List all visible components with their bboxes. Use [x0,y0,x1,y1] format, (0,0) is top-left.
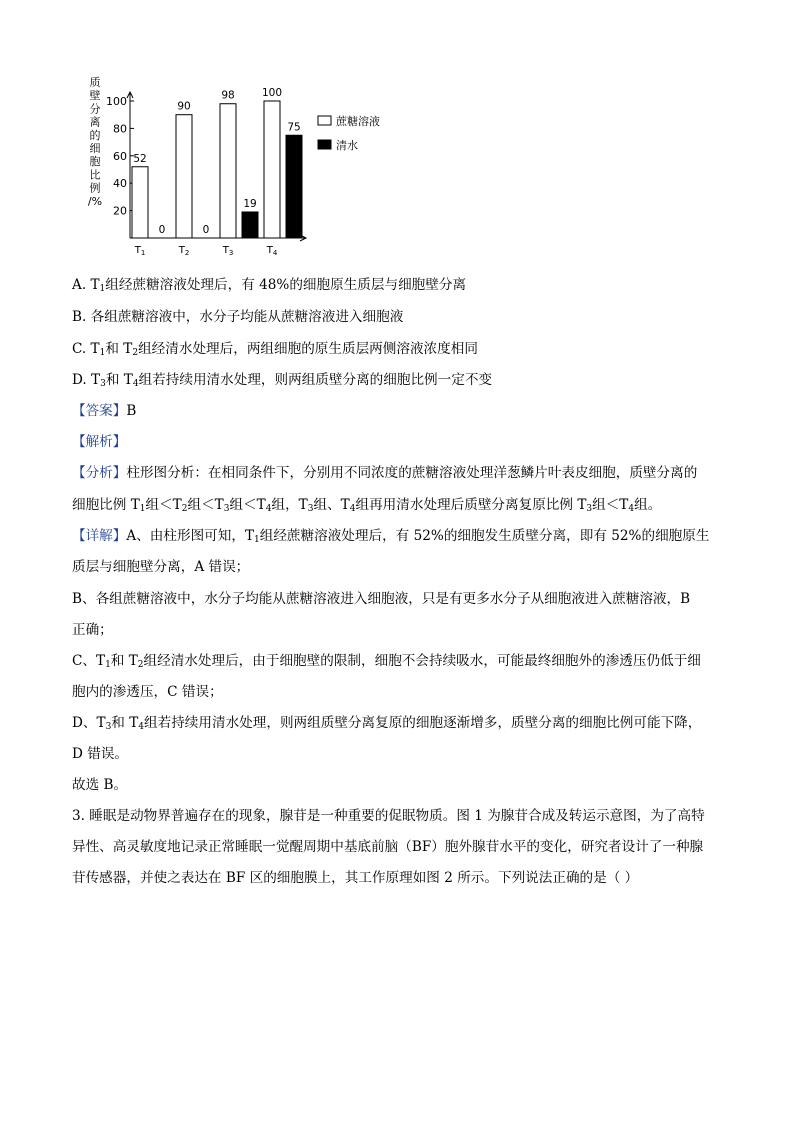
t: 和 T [110,653,138,669]
bar-value-label: 0 [158,224,166,236]
t: D、T [72,715,106,731]
sub: 1 [139,504,146,514]
t: B、各组蔗糖溶液中，水分子均能从蔗糖溶液进入细胞液，只是有更多水分子从细胞液进入蔗糖溶液，B [72,591,691,607]
sub: 4 [132,379,139,389]
bar [176,115,192,238]
bar-value-label: 90 [177,100,191,113]
y-label-char: 离 [89,115,101,129]
y-label-char: /% [87,194,103,208]
sub: 3 [105,722,112,732]
sub: 1 [105,660,111,670]
sub: 4 [265,504,272,514]
x-tick-label: $T_2$ [178,245,190,257]
analysis-line-1 [72,464,732,482]
bars [132,87,302,238]
bar [264,101,280,238]
question-3-line-2 [72,838,732,856]
question-3-line-1 [72,807,732,825]
jiexi-heading [72,433,732,451]
jiexi-label: 【解析】 [72,434,127,450]
legend-swatch [318,116,331,125]
t: D. T [72,372,101,388]
y-label-char: 比 [89,168,101,182]
legend-label: 蔗糖溶液 [336,115,380,128]
y-label-char: 的 [89,128,101,142]
option-a [72,276,732,294]
detail-label: 【详解】 [72,528,127,544]
t: 异性、高灵敏度地记录正常睡眠一觉醒周期中基底前脑（BF）胞外腺苷水平的变化，研究者设计了一种腺 [72,839,704,855]
t: 正确； [72,622,113,638]
y-tick-label: 60 [113,149,127,163]
t: 组＜T [229,497,266,513]
bar [132,167,148,238]
t: 组经蔗糖溶液处理后，有 52%的细胞发生质壁分离，即有 52%的细胞原生 [259,528,710,544]
sub: 3 [100,379,106,389]
t: 胞内的渗透压，C 错误； [72,684,223,700]
x-tick-label: $T_3$ [222,245,234,257]
analysis-label: 【分析】 [72,465,127,481]
y-label-char: 细 [89,142,101,155]
sub: 4 [349,504,356,514]
t: 组，T [271,497,308,513]
bar [286,135,302,238]
bar [242,212,258,238]
legend-label: 清水 [336,139,358,152]
t: 和 T [105,341,133,357]
chart-legend [318,114,380,152]
bar-value-label: 0 [202,224,210,236]
t: 和 T [111,715,139,731]
t: 组经清水处理后，由于细胞壁的限制，细胞不会持续吸水，可能最终细胞外的渗透压仍低于细 [143,653,701,669]
bar [220,104,236,238]
sub: 2 [181,504,188,514]
y-label-char: 质 [89,76,101,89]
answer [72,402,732,420]
bar-value-label: 100 [261,87,283,99]
legend-swatch [318,140,331,149]
y-label-char: 例 [89,181,101,195]
sub: 3 [586,504,593,514]
t: 组＜T [145,497,182,513]
x-tick-label: $T_1$ [134,245,146,257]
option-a-text: 组经蔗糖溶液处理后，有 48%的细胞原生质层与细胞壁分离 [105,277,467,293]
t: 故选 B。 [72,777,128,793]
t: A、由柱形图可知，T [126,528,255,544]
detail-line-5 [72,652,732,670]
t: 苷传感器，并使之表达在 BF 区的细胞膜上，其工作原理如图 2 所示。下列说法正确的是（ ） [72,870,639,886]
question-3-line-3 [72,869,732,887]
t: 组、T [313,497,350,513]
y-label-char: 分 [89,102,101,116]
option-a-prefix: A. T [72,277,100,293]
t: 组若持续用清水处理，则两组质壁分离复原的细胞逐渐增多，质壁分离的细胞比例可能下降， [144,715,702,731]
detail-line-6 [72,683,732,701]
detail-line-7 [72,714,732,732]
sub: 2 [132,348,139,358]
y-tick-label: 100 [106,95,127,108]
t: 组经清水处理后，两组细胞的原生质层两侧溶液浓度相同 [138,341,478,357]
sub: 2 [137,660,144,670]
t: 组＜T [187,497,224,513]
t: 质层与细胞壁分离，A 错误； [72,559,250,575]
option-c [72,340,732,358]
bar-value-label: 52 [133,152,147,165]
y-tick-label: 20 [113,204,127,218]
y-tick-label: 40 [113,177,127,191]
bar-value-label: 19 [243,197,257,210]
t: 组＜T [592,497,629,513]
detail-line-2 [72,558,732,576]
t: 3. 睡眠是动物界普遍存在的现象，腺苷是一种重要的促眠物质。图 1 为腺苷合成及转运示意图，为了高特 [72,808,705,824]
bar-value-label: 75 [287,121,301,134]
x-tick-label: $T_4$ [266,245,278,257]
sub: 1 [99,284,106,294]
sub: 1 [254,535,260,545]
t: 细胞比例 T [72,497,140,513]
x-tick-labels [134,245,278,257]
t: 组若持续用清水处理，则两组质壁分离的细胞比例一定不变 [138,372,493,388]
answer-label: 【答案】 [72,403,127,419]
detail-line-3 [72,590,732,608]
conclusion [72,776,732,794]
detail-line-4 [72,621,732,639]
sub: 3 [307,504,314,514]
detail-line-1 [72,527,732,545]
option-d [72,371,732,389]
y-axis-label [88,75,102,208]
y-label-char: 胞 [89,155,101,169]
option-b-text: B. 各组蔗糖溶液中，水分子均能从蔗糖溶液进入细胞液 [72,309,404,325]
answer-value: B [126,403,137,419]
y-label-char: 壁 [89,89,101,103]
sub: 1 [99,348,106,358]
t: 组再用清水处理后质壁分离复原比例 T [355,497,587,513]
analysis-line-2 [72,496,732,514]
t: 和 T [105,372,133,388]
sub: 3 [223,504,230,514]
t: 柱形图分析：在相同条件下，分别用不同浓度的蔗糖溶液处理洋葱鳞片叶表皮细胞，质壁分离的 [126,465,698,481]
detail-line-8 [72,745,732,763]
sub: 4 [628,504,635,514]
t: C、T [72,653,106,669]
bar-chart [78,68,408,268]
t: C. T [72,341,100,357]
t: D 错误。 [72,746,129,762]
t: 组。 [634,497,662,513]
bar-value-label: 98 [221,89,235,102]
sub: 4 [138,722,145,732]
option-b [72,308,732,326]
y-tick-label: 80 [113,122,127,136]
